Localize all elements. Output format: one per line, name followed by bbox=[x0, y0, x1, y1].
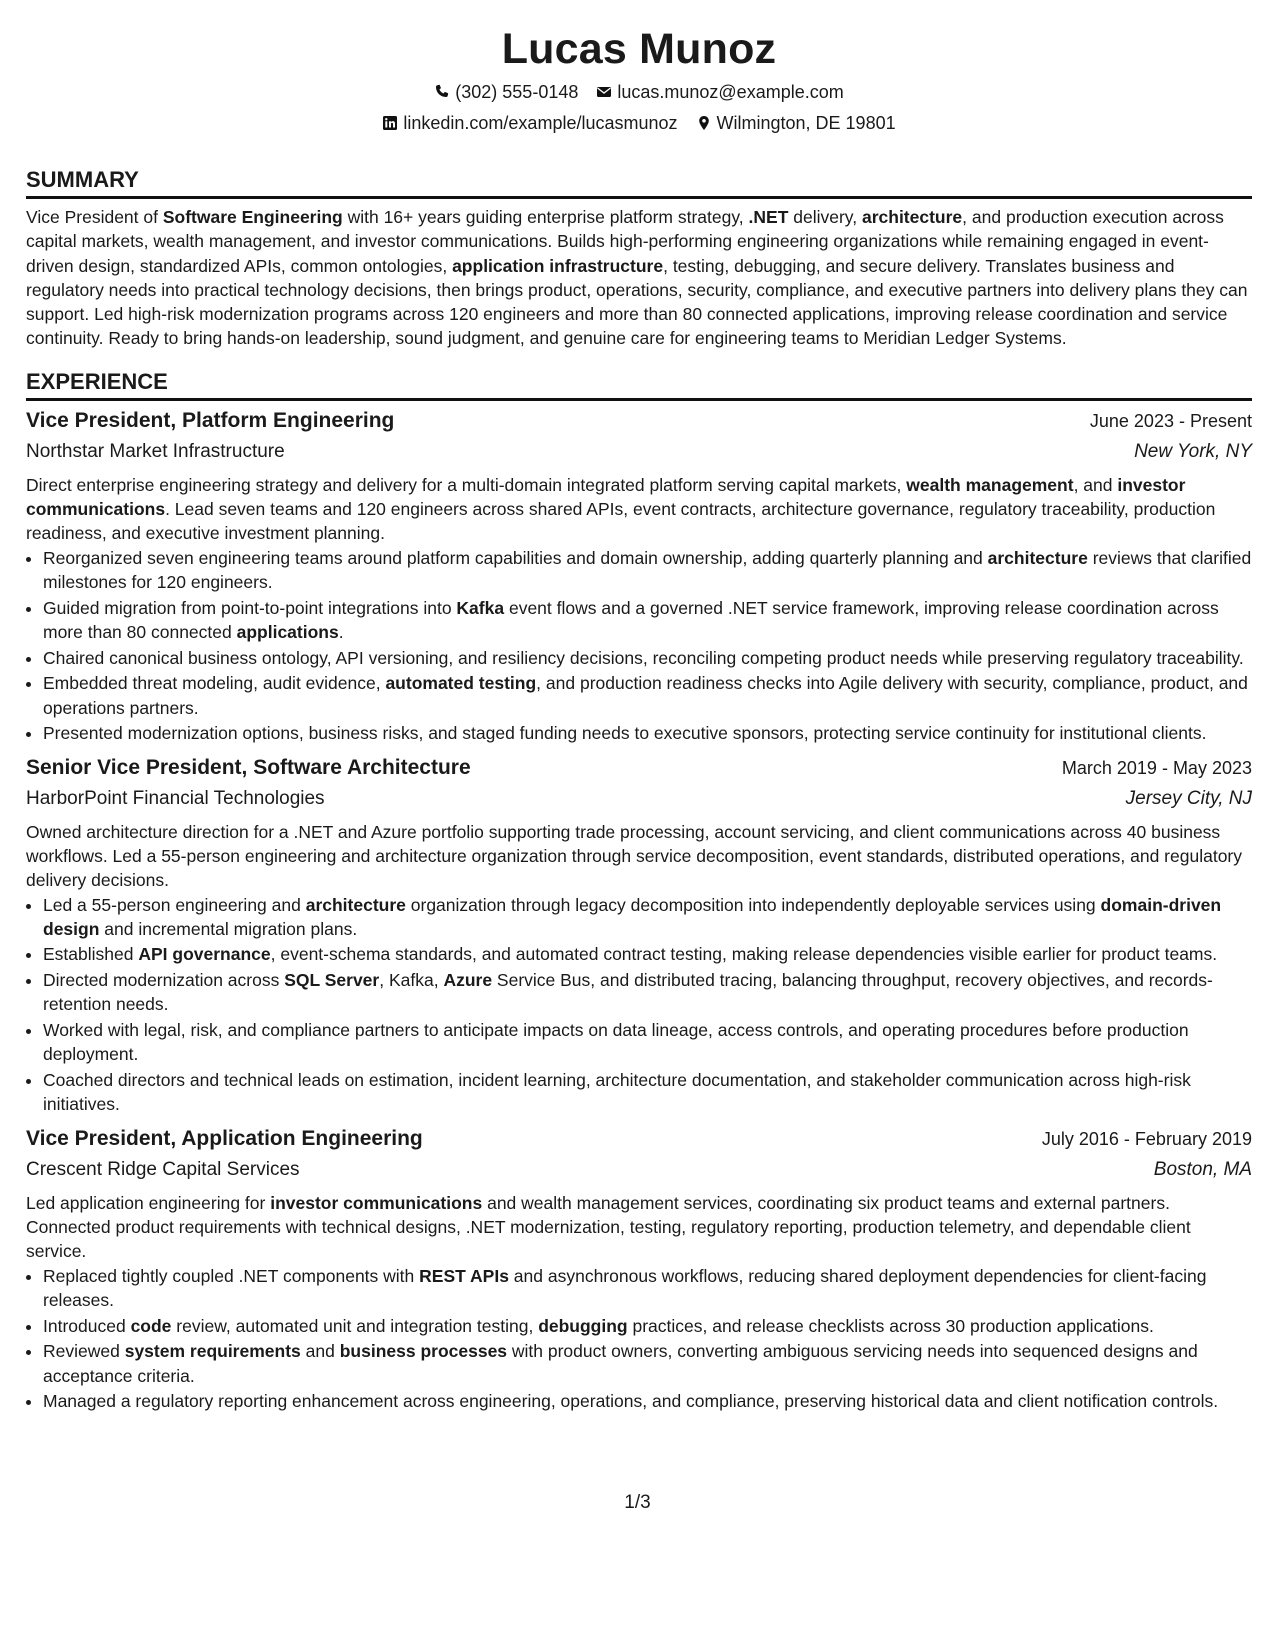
bold-keyword: business processes bbox=[339, 1341, 508, 1362]
candidate-name: Lucas Munoz bbox=[501, 25, 777, 73]
company-name: HarborPoint Financial Technologies bbox=[26, 787, 325, 809]
page-number: 1/3 bbox=[624, 1492, 651, 1513]
company-name: Northstar Market Infrastructure bbox=[26, 440, 285, 462]
bold-keyword: API governance bbox=[138, 944, 271, 965]
bold-keyword: architecture bbox=[861, 207, 963, 227]
job-dates: July 2016 - February 2019 bbox=[1041, 1128, 1252, 1149]
email-text[interactable]: lucas.munoz@example.com bbox=[617, 82, 844, 102]
bullet-item bbox=[43, 671, 1252, 720]
bold-keyword: Kafka bbox=[456, 597, 505, 618]
job-title: Senior Vice President, Software Architecture bbox=[26, 755, 471, 779]
summary-heading: SUMMARY bbox=[26, 167, 1252, 199]
text-run: , event-schema standards, and automated contract testing, making release dependencies visible earlier for product teams. bbox=[270, 944, 1218, 965]
text-run: Reviewed bbox=[43, 1341, 125, 1362]
bullet-item bbox=[43, 1339, 1252, 1388]
job-bullets bbox=[26, 546, 1252, 746]
bullet-item bbox=[43, 646, 1252, 670]
bullet-item bbox=[43, 1314, 1252, 1338]
text-run: . bbox=[338, 621, 344, 642]
envelope-icon bbox=[596, 84, 612, 100]
job-location: Jersey City, NJ bbox=[1125, 787, 1252, 809]
experience-heading: EXPERIENCE bbox=[26, 369, 1252, 401]
bullet-item bbox=[43, 1389, 1252, 1413]
text-run: Chaired canonical business ontology, API versioning, and resiliency decisions, reconciling competing product needs while preserving regulatory traceability. bbox=[43, 647, 1244, 668]
job-bullets bbox=[26, 1264, 1252, 1414]
text-run: Direct enterprise engineering strategy and delivery for a multi-domain integrated platform serving capital markets, bbox=[26, 474, 907, 495]
phone-icon bbox=[434, 84, 450, 100]
text-run: Service Bus, and distributed tracing, balancing throughput, recovery objectives, and records-retention needs. bbox=[43, 970, 1213, 1015]
text-run: Vice President of bbox=[26, 207, 163, 227]
text-run: Replaced tightly coupled .NET components with bbox=[43, 1265, 420, 1286]
contact-line-secondary bbox=[26, 112, 1252, 134]
bullet-item bbox=[43, 1068, 1252, 1117]
job-description bbox=[26, 820, 1252, 893]
email-contact[interactable] bbox=[596, 81, 843, 103]
text-run: event flows and a governed .NET service framework, improving release coordination across more than 80 connected bbox=[43, 597, 1219, 642]
text-run: , and bbox=[1073, 474, 1118, 495]
bold-keyword: investor communications bbox=[26, 474, 1186, 520]
job-dates: June 2023 - Present bbox=[1089, 410, 1252, 431]
text-run: , and production readiness checks into Agile delivery with security, compliance, product, and operations partners. bbox=[43, 673, 1248, 718]
bold-keyword: architecture bbox=[305, 894, 406, 915]
text-run: Led application engineering for bbox=[26, 1192, 271, 1213]
text-run: and asynchronous workflows, reducing shared deployment dependencies for client-facing releases. bbox=[43, 1265, 1207, 1310]
bold-keyword: system requirements bbox=[124, 1341, 301, 1362]
bold-keyword: applications bbox=[236, 621, 339, 642]
bullet-item bbox=[43, 942, 1252, 966]
bold-keyword: domain-driven design bbox=[43, 894, 1222, 939]
text-run: organization through legacy decomposition into independently deployable services using bbox=[405, 894, 1101, 915]
bold-keyword: Azure bbox=[443, 970, 493, 991]
text-run: Owned architecture direction for a .NET and Azure portfolio supporting trade processing, account servicing, and client communications across 40 business workflows. Led a 55-person engineering and architecture organization through service decomposition, event standards, distributed operations, and regulatory delivery decisions. bbox=[26, 821, 1243, 891]
job-bullets bbox=[26, 893, 1252, 1117]
job-subheader bbox=[26, 438, 1252, 466]
location-text: Wilmington, DE 19801 bbox=[716, 113, 896, 133]
bold-keyword: application infrastructure bbox=[452, 255, 664, 276]
bullet-item bbox=[43, 893, 1252, 942]
job-entry bbox=[26, 1125, 1252, 1414]
text-run: , Kafka, bbox=[379, 970, 444, 991]
job-location: Boston, MA bbox=[1153, 1158, 1252, 1180]
bullet-item bbox=[43, 596, 1252, 645]
job-location: New York, NY bbox=[1134, 440, 1252, 462]
job-header bbox=[26, 1125, 1252, 1153]
company-name: Crescent Ridge Capital Services bbox=[26, 1158, 300, 1180]
linkedin-text[interactable]: linkedin.com/example/lucasmunoz bbox=[403, 113, 678, 133]
bold-keyword: SQL Server bbox=[284, 970, 380, 991]
text-run: , testing, debugging, and secure delivery. Translates business and regulatory needs into practical technology decisions, then brings product, operations, security, compliance, and executive partners into delivery plans they can support. Led high-risk modernization programs across 120 engineers and more than 80 connected applications, improving release coordination and service continuity. Ready to bring hands-on leadership, sound judgment, and genuine care for engineering teams to Meridian Ledger Systems. bbox=[26, 255, 1248, 349]
text-run: Led a 55-person engineering and bbox=[43, 894, 306, 915]
map-pin-icon bbox=[696, 115, 712, 131]
job-header bbox=[26, 407, 1252, 435]
bold-keyword: REST APIs bbox=[419, 1265, 509, 1286]
phone-contact bbox=[434, 81, 578, 103]
text-run: . Lead seven teams and 120 engineers across shared APIs, event contracts, architecture governance, regulatory traceability, production readiness, and executive investment planning. bbox=[26, 499, 1216, 544]
text-run: Embedded threat modeling, audit evidence, bbox=[43, 673, 386, 694]
text-run: Guided migration from point-to-point integrations into bbox=[43, 597, 457, 618]
job-subheader bbox=[26, 785, 1252, 813]
text-run: delivery, bbox=[788, 207, 862, 227]
bold-keyword: code bbox=[130, 1315, 172, 1336]
linkedin-icon bbox=[382, 115, 398, 131]
text-run: Worked with legal, risk, and compliance partners to anticipate impacts on data lineage, access controls, and operating procedures before production deployment. bbox=[43, 1020, 1189, 1065]
summary-text bbox=[26, 205, 1252, 351]
text-run: practices, and release checklists across 30 production applications. bbox=[627, 1315, 1154, 1336]
phone-text: (302) 555-0148 bbox=[455, 82, 579, 102]
bullet-item bbox=[43, 546, 1252, 595]
job-header bbox=[26, 754, 1252, 782]
bullet-item bbox=[43, 1018, 1252, 1067]
bold-keyword: architecture bbox=[987, 547, 1088, 568]
text-run: Managed a regulatory reporting enhancement across engineering, operations, and compliance, preserving historical data and client notification controls. bbox=[43, 1391, 1219, 1412]
bold-keyword: automated testing bbox=[385, 673, 537, 694]
text-run: review, automated unit and integration testing, bbox=[171, 1315, 539, 1336]
bold-keyword: investor communications bbox=[270, 1192, 483, 1213]
bold-keyword: wealth management bbox=[906, 474, 1074, 495]
contact-line-primary bbox=[26, 81, 1252, 103]
bold-keyword: Software Engineering bbox=[162, 207, 343, 227]
job-subheader bbox=[26, 1156, 1252, 1184]
job-entry bbox=[26, 754, 1252, 1117]
resume-page bbox=[26, 0, 1252, 1415]
text-run: and incremental migration plans. bbox=[99, 918, 358, 939]
bold-keyword: debugging bbox=[538, 1315, 628, 1336]
job-dates: March 2019 - May 2023 bbox=[1061, 757, 1252, 778]
text-run: Established bbox=[43, 944, 139, 965]
bullet-item bbox=[43, 968, 1252, 1017]
text-run: with product owners, converting ambiguous servicing needs into sequenced designs and acceptance criteria. bbox=[43, 1341, 1198, 1386]
bullet-item bbox=[43, 721, 1252, 745]
job-title: Vice President, Application Engineering bbox=[26, 1126, 423, 1150]
text-run: , and production execution across capital markets, wealth management, and investor communications. Builds high-performing engineering organizations while remaining engaged in event-driven design, standardized APIs, common ontologies, bbox=[26, 207, 1224, 276]
text-run: Coached directors and technical leads on estimation, incident learning, architecture documentation, and stakeholder communication across high-risk initiatives. bbox=[43, 1070, 1191, 1115]
text-run: and wealth management services, coordinating six product teams and external partners. Connected product requirements with technical designs, .NET modernization, testing, regulatory reporting, production telemetry, and dependable client service. bbox=[26, 1192, 1191, 1262]
job-entry bbox=[26, 407, 1252, 746]
job-description bbox=[26, 1191, 1252, 1264]
text-run: Directed modernization across bbox=[43, 970, 285, 991]
text-run: Introduced bbox=[43, 1315, 131, 1336]
text-run: reviews that clarified milestones for 120 engineers. bbox=[43, 547, 1252, 592]
text-run: with 16+ years guiding enterprise platform strategy, bbox=[342, 207, 749, 227]
text-run: Reorganized seven engineering teams around platform capabilities and domain ownership, adding quarterly planning and bbox=[43, 547, 988, 568]
location-contact bbox=[696, 112, 896, 134]
text-run: Presented modernization options, business risks, and staged funding needs to executive sponsors, protecting service continuity for institutional clients. bbox=[43, 723, 1207, 744]
bullet-item bbox=[43, 1264, 1252, 1313]
job-title: Vice President, Platform Engineering bbox=[26, 408, 395, 432]
job-description bbox=[26, 473, 1252, 546]
experience-list bbox=[26, 407, 1252, 1414]
text-run: and bbox=[300, 1341, 340, 1362]
linkedin-contact[interactable] bbox=[382, 112, 677, 134]
bold-keyword: .NET bbox=[748, 207, 789, 227]
